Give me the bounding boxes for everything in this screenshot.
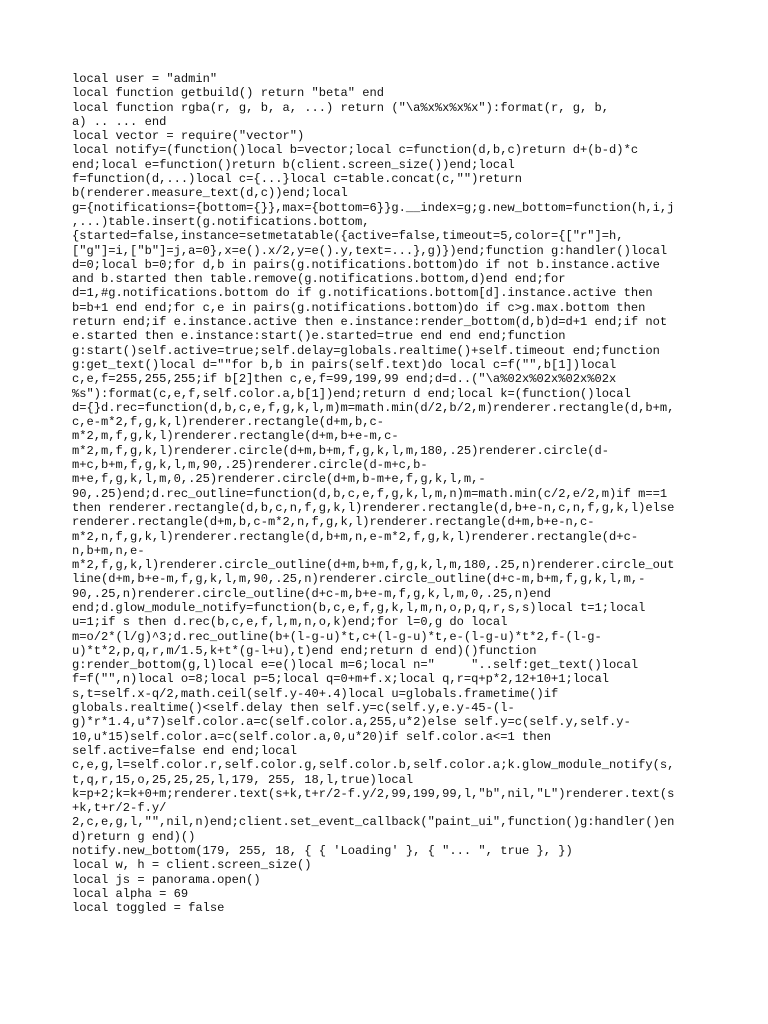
code-line: e.started then e.instance:start()e.started=true end end end;function: [72, 329, 566, 344]
code-line: d=0;local b=0;for d,b in pairs(g.notifications.bottom)do if not b.instance.active: [72, 257, 660, 272]
code-line: local toggled = false: [72, 901, 225, 916]
code-line: m+c,b+m,f,g,k,l,m,90,.25)renderer.circle(d-m+c,b-: [72, 458, 428, 473]
code-line: local vector = require("vector"): [72, 129, 305, 144]
code-line: m+e,f,g,k,l,m,0,.25)renderer.circle(d+m,b-m+e,f,g,k,l,m,-: [72, 472, 486, 487]
code-line: local alpha = 69: [72, 886, 189, 901]
code-line: u)*t*2,p,q,r,m/1.5,k+t*(g-l+u),t)end end;return d end)()function: [72, 643, 537, 658]
code-line: local notify=(function()local b=vector;local c=function(d,b,c)return d+(b-d)*c: [72, 143, 639, 158]
code-line: d={}d.rec=function(d,b,c,e,f,g,k,l,m)m=math.min(d/2,b/2,m)renderer.rectangle(d,b+m,: [72, 400, 675, 415]
code-line: b=b+1 end end;for c,e in pairs(g.notifications.bottom)do if c>g.max.bottom then: [72, 300, 646, 315]
code-line: u=1;if s then d.rec(b,c,e,f,l,m,n,o,k)end;for l=0,g do local: [72, 615, 508, 630]
code-line: k=p+2;k=k+0+m;renderer.text(s+k,t+r/2-f.y/2,99,199,99,l,"b",nil,"L")renderer.text(s: [72, 786, 675, 801]
code-block: [72, 72, 704, 916]
code-line: f=f("",n)local o=8;local p=5;local q=0+m+f.x;local q,r=q+p*2,12+10+1;local: [72, 672, 610, 687]
code-line: b(renderer.measure_text(d,c))end;local: [72, 186, 348, 201]
code-line: g)*r*1.4,u*7)self.color.a=c(self.color.a,255,u*2)else self.y=c(self.y,self.y-: [72, 715, 631, 730]
code-line: end;d.glow_module_notify=function(b,c,e,f,g,k,l,m,n,o,p,q,r,s,s)local t=1;local: [72, 600, 646, 615]
code-line: d)return g end)(): [72, 829, 196, 844]
code-line: n,b+m,n,e-: [72, 543, 145, 558]
code-line: a) .. ... end: [72, 114, 167, 129]
code-line: {started=false,instance=setmetatable({active=false,timeout=5,color={["r"]=h,: [72, 229, 624, 244]
code-line: c,e-m*2,f,g,k,l)renderer.rectangle(d+m,b,c-: [72, 415, 385, 430]
code-line: g:render_bottom(g,l)local e=e()local m=6;local n=" "..self:get_text()local: [72, 658, 639, 673]
document-page: [72, 72, 704, 916]
code-line: s,t=self.x-q/2,math.ceil(self.y-40+.4)local u=globals.frametime()if: [72, 686, 559, 701]
code-line: local w, h = client.screen_size(): [72, 858, 312, 873]
code-line: line(d+m,b+e-m,f,g,k,l,m,90,.25,n)renderer.circle_outline(d+c-m,b+m,f,g,k,l,m,-: [72, 572, 646, 587]
code-line: end;local e=function()return b(client.screen_size())end;local: [72, 157, 515, 172]
code-line: d=1,#g.notifications.bottom do if g.notifications.bottom[d].instance.active then: [72, 286, 653, 301]
code-line: 10,u*15)self.color.a=c(self.color.a,0,u*20)if self.color.a<=1 then: [72, 729, 551, 744]
code-line: notify.new_bottom(179, 255, 18, { { 'Loading' }, { "... ", true }, }): [72, 844, 573, 859]
code-line: m=o/2*(l/g)^3;d.rec_outline(b+(l-g-u)*t,c+(l-g-u)*t,e-(l-g-u)*t*2,f-(l-g-: [72, 629, 602, 644]
code-line: c,e,f=255,255,255;if b[2]then c,e,f=99,199,99 end;d=d..("\a%02x%02x%02x%02x: [72, 372, 617, 387]
code-line: m*2,m,f,g,k,l)renderer.circle(d+m,b+m,f,g,k,l,m,180,.25)renderer.circle(d-: [72, 443, 610, 458]
code-line: local js = panorama.open(): [72, 872, 261, 887]
code-line: 2,c,e,g,l,"",nil,n)end;client.set_event_callback("paint_ui",function()g:handler()en: [72, 815, 675, 830]
code-line: ["g"]=i,["b"]=j,a=0},x=e().x/2,y=e().y,text=...},g)})end;function g:handler()local: [72, 243, 668, 258]
code-line: g:start()self.active=true;self.delay=globals.realtime()+self.timeout end;function: [72, 343, 660, 358]
code-line: and b.started then table.remove(g.notifications.bottom,d)end end;for: [72, 272, 566, 287]
code-line: t,q,r,15,o,25,25,25,l,179, 255, 18,l,true)local: [72, 772, 414, 787]
code-line: local user = "admin": [72, 72, 218, 86]
code-line: 90,.25,n)renderer.circle_outline(d+c-m,b+e-m,f,g,k,l,m,0,.25,n)end: [72, 586, 551, 601]
code-line: g:get_text()local d=""for b,b in pairs(self.text)do local c=f("",b[1])local: [72, 357, 617, 372]
code-line: m*2,n,f,g,k,l)renderer.rectangle(d,b+m,n,e-m*2,f,g,k,l)renderer.rectangle(d+c-: [72, 529, 639, 544]
code-line: m*2,m,f,g,k,l)renderer.rectangle(d+m,b+e-m,c-: [72, 429, 399, 444]
code-line: m*2,f,g,k,l)renderer.circle_outline(d+m,b+m,f,g,k,l,m,180,.25,n)renderer.circle_out: [72, 558, 675, 573]
code-line: globals.realtime()<self.delay then self.y=c(self.y,e.y-45-(l-: [72, 701, 515, 716]
code-line: 90,.25)end;d.rec_outline=function(d,b,c,e,f,g,k,l,m,n)m=math.min(c/2,e/2,m)if m==1: [72, 486, 668, 501]
code-line: g={notifications={bottom={}},max={bottom=6}}g.__index=g;g.new_bottom=function(h,i,j: [72, 200, 675, 215]
code-line: c,e,g,l=self.color.r,self.color.g,self.color.b,self.color.a;k.glow_module_notify(s,: [72, 758, 675, 773]
code-line: self.active=false end end;local: [72, 743, 297, 758]
code-line: renderer.rectangle(d+m,b,c-m*2,n,f,g,k,l)renderer.rectangle(d+m,b+e-n,c-: [72, 515, 595, 530]
code-line: f=function(d,...)local c={...}local c=table.concat(c,"")return: [72, 172, 522, 187]
code-line: local function getbuild() return "beta" end: [72, 86, 385, 101]
code-line: ,...)table.insert(g.notifications.bottom,: [72, 214, 370, 229]
code-line: local function rgba(r, g, b, a, ...) return ("\a%x%x%x%x"):format(r, g, b,: [72, 100, 610, 115]
code-line: +k,t+r/2-f.y/: [72, 801, 167, 816]
code-line: %s"):format(c,e,f,self.color.a,b[1])end;return d end;local k=(function()local: [72, 386, 631, 401]
code-line: return end;if e.instance.active then e.instance:render_bottom(d,b)d=d+1 end;if not: [72, 315, 668, 330]
code-line: then renderer.rectangle(d,b,c,n,f,g,k,l)renderer.rectangle(d,b+e-n,c,n,f,g,k,l)else: [72, 500, 675, 515]
